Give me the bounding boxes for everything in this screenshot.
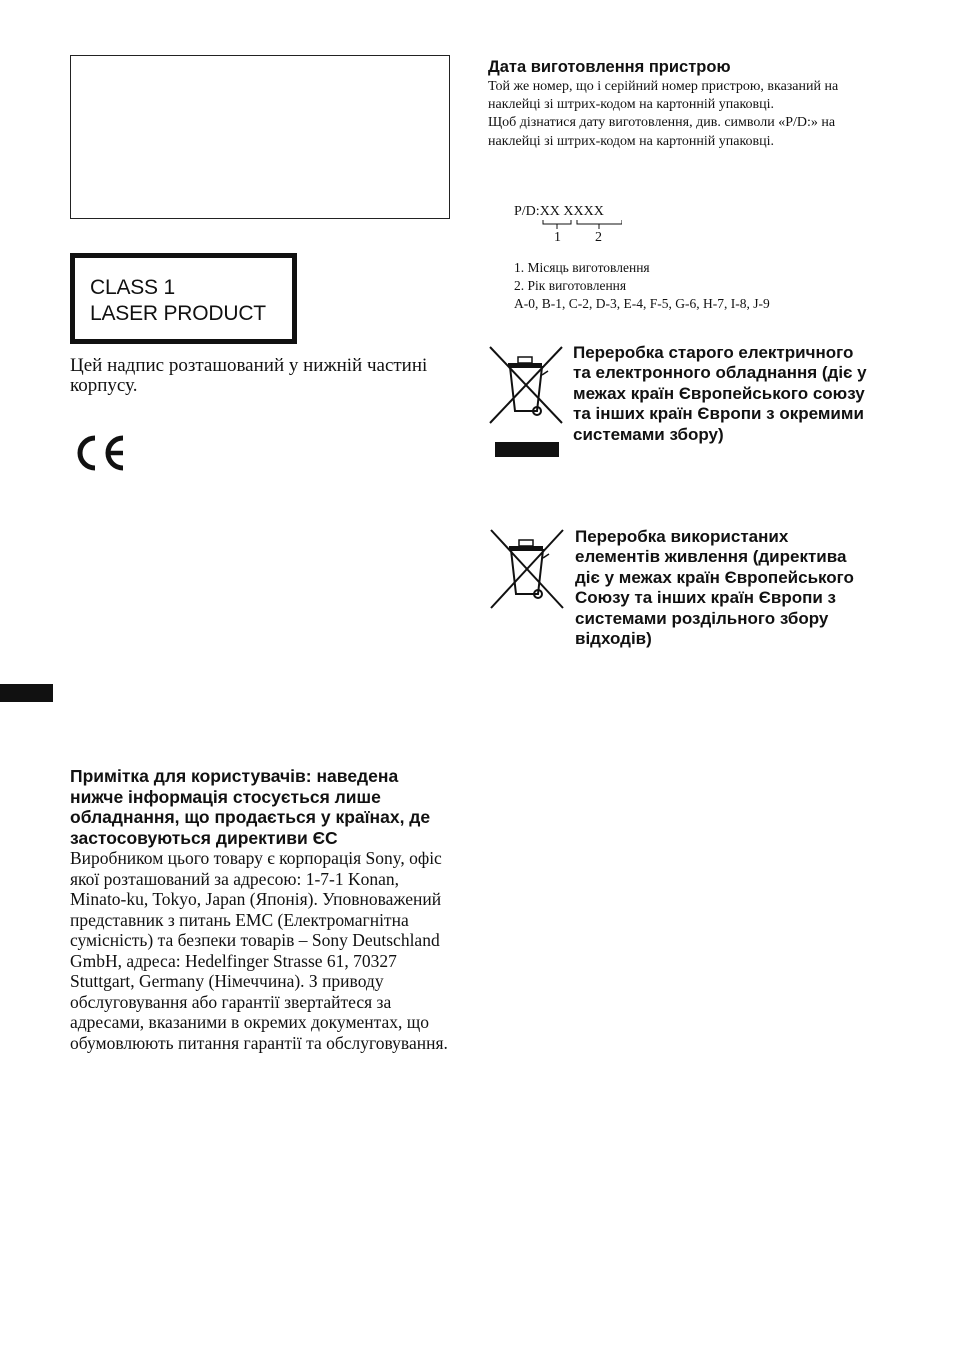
laser-label-note: Цей надпис розташований у нижній частині корпусу. [70,355,428,396]
blank-frame [70,55,450,219]
pd-code-prefix: P/D: [514,204,540,219]
manufacture-date-paragraph: Щоб дізнатися дату виготовлення, див. символи «P/D:» на наклейці зі штрих-кодом на картонній упаковці. [488,115,836,149]
pd-code-month: XX [539,204,560,219]
pd-legend [514,259,770,313]
pd-code-year: XXXX [563,204,604,219]
manufacture-date-text [488,78,868,151]
weee-recycling-title: Переробка старого електричного та електронного обладнання (діє у межах країн Європейського союзу та інших країн Європи з окремими системами збору) [573,343,867,444]
crossed-out-bin-icon [489,528,565,615]
pd-legend-item: 2. Рік виготовлення [514,278,627,293]
user-note-body: Виробником цього товару є корпорація Sony, офіс якої розташований за адресою: 1-7-1 Konan, Minato-ku, Tokyo, Japan (Японія). Уповноважений представник з питань EMC (Електромагнітна сумісність) та безпеки товарів – Sony Deutschland GmbH, адреса: Hedelfinger Strasse 61, 70327 Stuttgart, Germany (Німеччина). З приводу обслуговування або гарантії звертайтеся за адресами, вказаними в окремих документах, що обумовлюють питання гарантії та обслуговування. [70,848,448,1053]
laser-label-line1: CLASS 1 [90,276,175,299]
pd-callout-1: 1 [554,230,561,245]
page-edge-tab [0,684,53,702]
laser-label-line2: LASER PRODUCT [90,302,266,325]
battery-recycling-title: Переробка використаних елементів живлення (директива діє у межах країн Європейського Союзу та інших країн Європи з системами роздільного збору відходів) [575,527,854,649]
pd-legend-item: 1. Місяць виготовлення [514,260,650,275]
user-note-heading: Примітка для користувачів: наведена нижче інформація стосується лише обладнання, що продається у країнах, де застосовуються директиви ЄС [70,766,431,848]
pd-callout-2: 2 [595,230,602,245]
weee-bar [495,442,559,457]
ce-mark-icon [73,433,127,478]
crossed-out-bin-icon [488,345,564,432]
pd-code [514,204,604,220]
manufacture-date-heading: Дата виготовлення пристрою [488,58,731,76]
laser-class-label [70,253,297,344]
pd-legend-item: A-0, B-1, C-2, D-3, E-4, F-5, G-6, H-7, I-8, J-9 [514,296,770,311]
manufacture-date-paragraph: Той же номер, що і серійний номер пристрою, вказаний на наклейці зі штрих-кодом на картонній упаковці. [488,79,839,113]
